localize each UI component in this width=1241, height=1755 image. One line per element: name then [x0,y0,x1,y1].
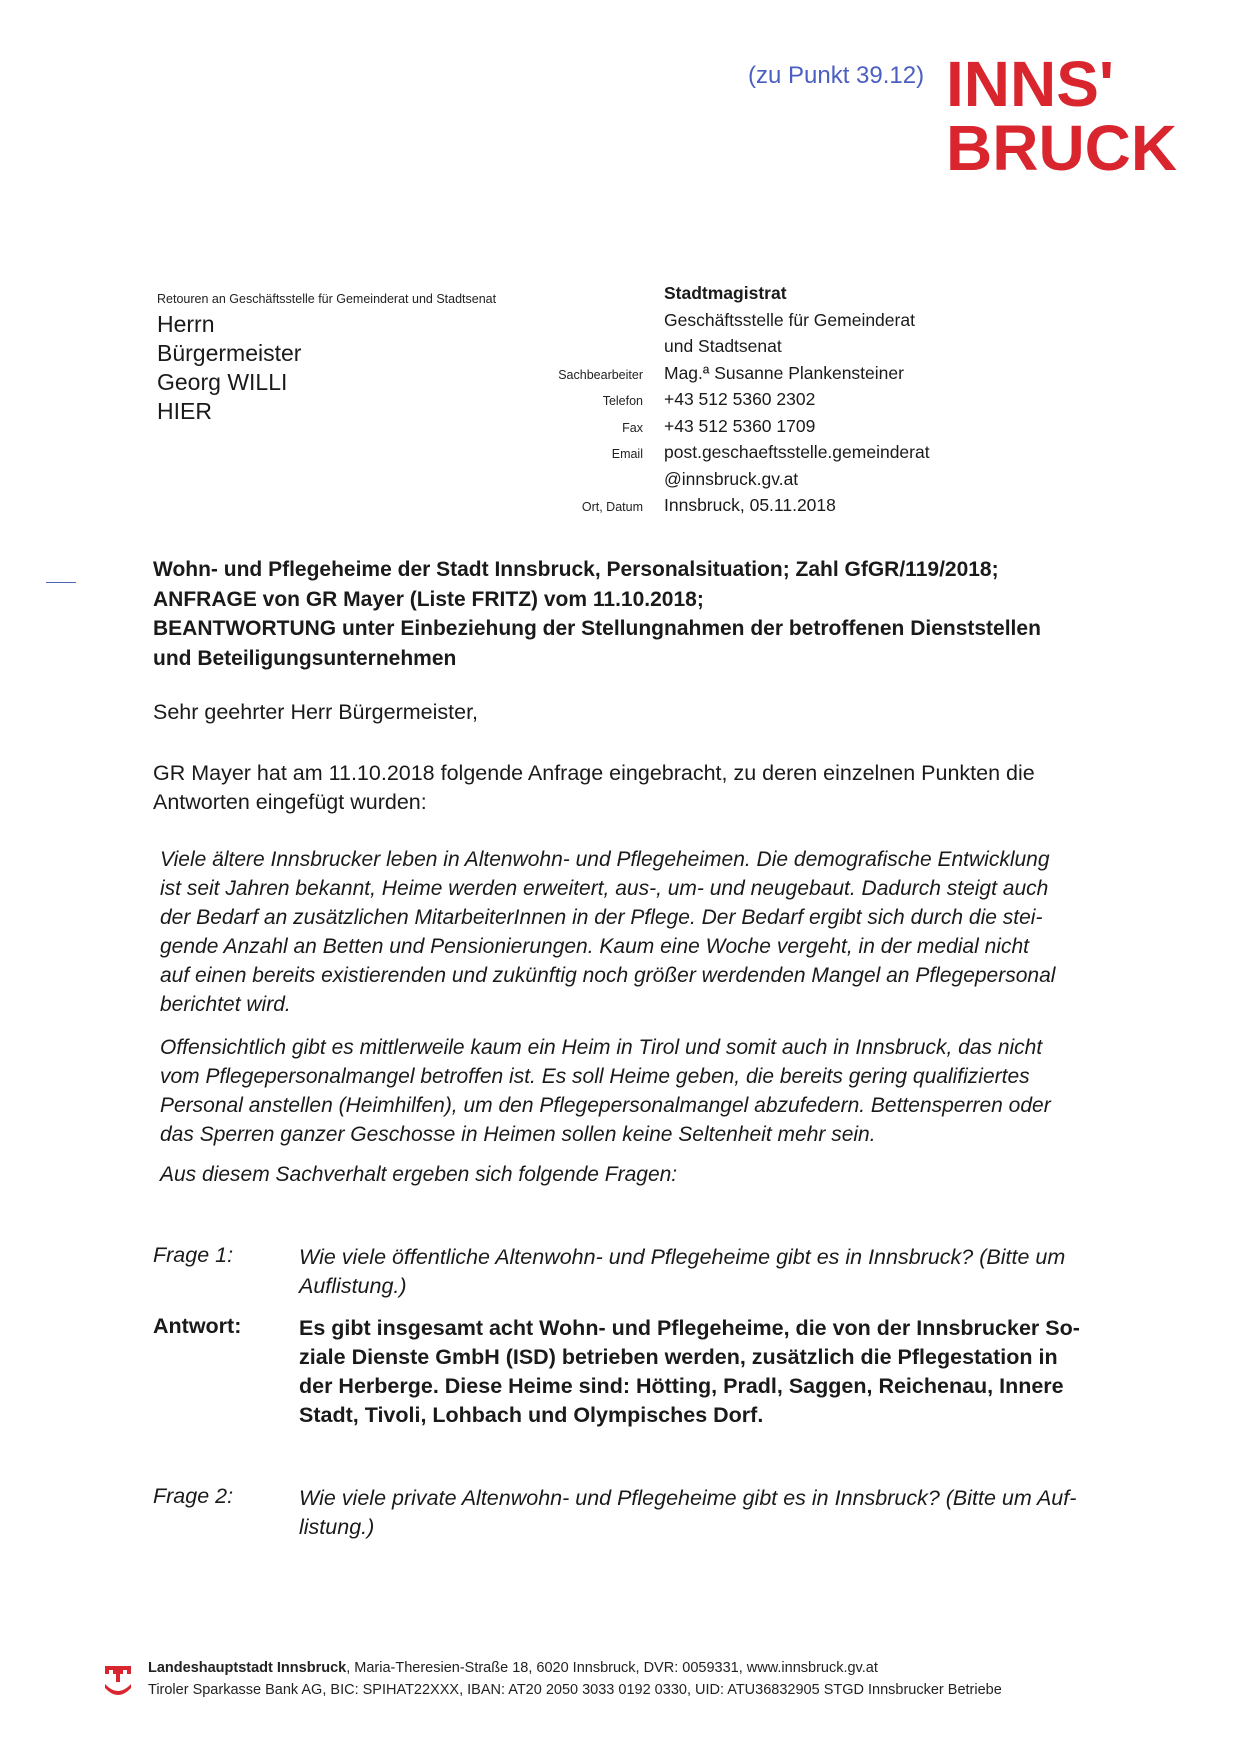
place-date-value: Innsbruck, 05.11.2018 [664,495,836,515]
logo-line-1: INNS' [946,54,1115,120]
email-label: Email [611,447,643,461]
salutation: Sehr geehrter Herr Bürgermeister, [153,700,479,724]
sender-dept: und Stadtsenat [664,336,782,356]
question-text [299,1484,1139,1542]
answer-label: Antwort: [153,1314,242,1338]
answer-line: ziale Dienste GmbH (ISD) betrieben werden, zusätzlich die Pflegestation in [299,1345,1058,1369]
quote-line: der Bedarf an zusätzlichen MitarbeiterInnen in der Pflege. Der Bedarf ergibt sich durch die stei- [160,906,1043,929]
quote-paragraph [160,845,1140,1019]
recipient-line: Georg WILLI [157,369,288,395]
margin-mark [46,582,76,583]
quote-line: berichtet wird. [160,993,291,1016]
recipient-line: Herrn [157,311,215,337]
answer-line: Stadt, Tivoli, Lohbach und Olympisches Dorf. [299,1403,764,1427]
sender-dept: Geschäftsstelle für Gemeinderat [664,309,915,330]
footer-line-2: Tiroler Sparkasse Bank AG, BIC: SPIHAT22XXX, IBAN: AT20 2050 3033 0192 0330, UID: ATU36832905 STGD Innsbrucker Betriebe [148,1682,1002,1698]
email-value: post.geschaeftsstelle.gemeinderat [664,442,930,462]
fax-label: Fax [622,420,643,435]
quote-line: vom Pflegepersonalmangel betroffen ist. Es soll Heime geben, die bereits gering qualifiziertes [160,1065,1030,1088]
footer-city-name: Landeshauptstadt Innsbruck [148,1660,347,1676]
subject-line: ANFRAGE von GR Mayer (Liste FRITZ) vom 11.10.2018; [153,587,704,611]
logo-line-2: BRUCK [946,112,1178,174]
sender-info [520,283,1020,522]
quote-line: Aus diesem Sachverhalt ergeben sich folgende Fragen: [160,1163,678,1186]
answer-text [299,1314,1139,1430]
recipient-line: HIER [157,398,212,424]
handler-label: Sachbearbeiter [558,367,643,382]
innsbruck-logo [946,54,1188,174]
footer-address: , Maria-Theresien-Straße 18, 6020 Innsbruck, DVR: 0059331, www.innsbruck.gv.at [346,1660,878,1676]
question-text [299,1243,1139,1301]
phone-label: Telefon [602,394,643,408]
subject-line: Wohn- und Pflegeheime der Stadt Innsbruck, Personalsituation; Zahl GfGR/119/2018; [153,558,999,581]
quote-paragraph [160,1033,1140,1149]
quote-line: das Sperren ganzer Geschosse in Heimen sollen keine Seltenheit mehr sein. [160,1123,876,1146]
quote-line: ist seit Jahren bekannt, Heime werden erweitert, aus-, um- und neugebaut. Dadurch steigt auch [160,877,1049,900]
recipient-address [157,310,301,426]
quote-line: Viele ältere Innsbrucker leben in Altenwohn- und Pflegeheimen. Die demografische Entwicklung [160,848,1050,871]
quote-line: Personal anstellen (Heimhilfen), um den Pflegepersonalmangel abzufedern. Bettensperren oder [160,1094,1051,1117]
question-line: Wie viele private Altenwohn- und Pflegeheime gibt es in Innsbruck? (Bitte um Auf- [299,1486,1077,1510]
question-line: Auflistung.) [299,1274,407,1298]
intro-line: GR Mayer hat am 11.10.2018 folgende Anfrage eingebracht, zu deren einzelnen Punkten die [153,761,1035,785]
quote-line: gende Anzahl an Betten und Pensionierungen. Kaum eine Woche vergeht, in der medial nicht [160,935,1029,958]
agenda-reference: (zu Punkt 39.12) [748,62,925,89]
place-date-label: Ort, Datum [581,500,643,514]
quote-paragraph [160,1160,1140,1189]
question-label: Frage 2: [153,1484,234,1508]
handler-value: Mag.ª Susanne Plankensteiner [664,362,904,383]
fax-value: +43 512 5360 1709 [664,415,816,436]
subject-line: und Beteiligungsunternehmen [153,646,457,670]
phone-value: +43 512 5360 2302 [664,389,816,409]
answer-line: der Herberge. Diese Heime sind: Hötting, Pradl, Saggen, Reichenau, Innere [299,1374,1064,1398]
sender-org: Stadtmagistrat [664,283,787,303]
answer-line: Es gibt insgesamt acht Wohn- und Pflegeheime, die von der Innsbrucker So- [299,1316,1080,1340]
recipient-line: Bürgermeister [157,340,302,366]
question-label: Frage 1: [153,1243,234,1267]
question-line: listung.) [299,1515,375,1539]
footer-line-1 [148,1660,878,1676]
city-emblem-icon [103,1662,133,1702]
subject [153,555,1133,673]
question-line: Wie viele öffentliche Altenwohn- und Pflegeheime gibt es in Innsbruck? (Bitte um [299,1245,1066,1269]
intro-paragraph [153,759,1133,817]
subject-line: BEANTWORTUNG unter Einbeziehung der Stellungnahmen der betroffenen Dienststellen [153,617,1041,640]
intro-line: Antworten eingefügt wurden: [153,790,427,814]
quote-line: auf einen bereits existierenden und zukünftig noch größer werdenden Mangel an Pflegepersonal [160,964,1056,987]
return-note: Retouren an Geschäftsstelle für Gemeinderat und Stadtsenat [157,292,497,306]
email-value-cont: @innsbruck.gv.at [664,468,799,489]
quote-line: Offensichtlich gibt es mittlerweile kaum ein Heim in Tirol und somit auch in Innsbruck, das nicht [160,1036,1043,1059]
